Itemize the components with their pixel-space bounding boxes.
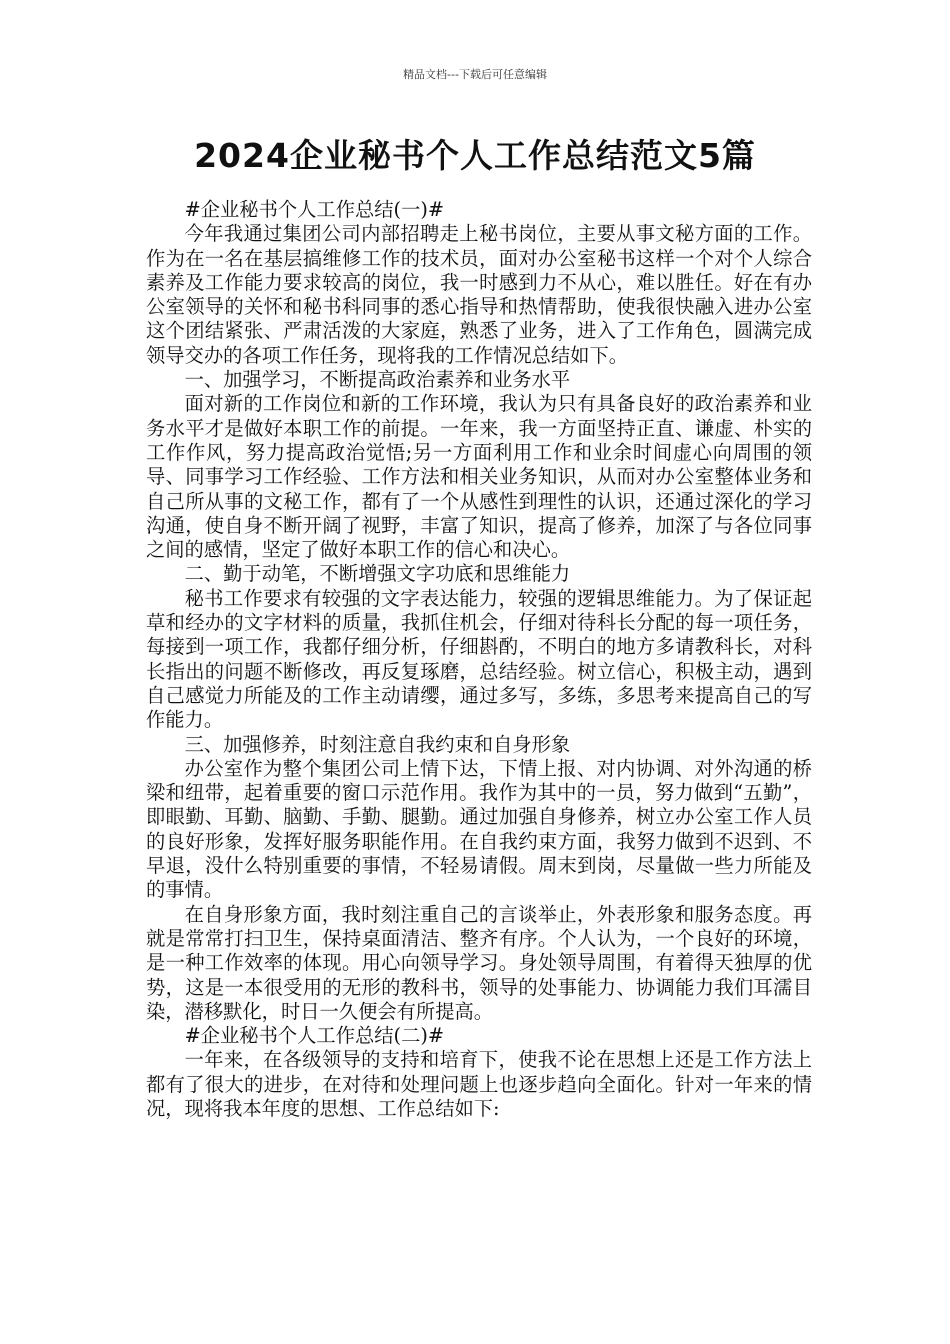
section-heading: 二、勤于动笔，不断增强文字功底和思维能力 [184,562,571,586]
page-header-note: 精品文档---下载后可任意编辑 [403,68,547,81]
body-paragraph: 秘书工作要求有较强的文字表达能力，较强的逻辑思维能力。为了保证起草和经办的文字材料的质量，我抓住机会，仔细对待科长分配的每一项任务，每接到一项工作，我都仔细分析，仔细斟酌，不明白的地方多请教科长，对科长指出的问题不断修改，再反复琢磨，总结经验。树立信心，积极主动，遇到自己感觉力所能及的工作主动请缨，通过多写，多练，多思考来提高自己的写作能力。 [146,586,812,732]
document-body [146,198,812,1121]
document-title: 2024企业秘书个人工作总结范文5篇 [194,136,756,175]
section-heading: #企业秘书个人工作总结(二)# [184,1024,445,1048]
body-paragraph: 面对新的工作岗位和新的工作环境，我认为只有具备良好的政治素养和业务水平才是做好本职工作的前提。一年来，我一方面坚持正直、谦虚、朴实的工作作风，努力提高政治觉悟;另一方面利用工作和业余时间虚心向周围的领导、同事学习工作经验、工作方法和相关业务知识，从而对办公室整体业务和自己所从事的文秘工作，都有了一个从感性到理性的认识，还通过深化的学习沟通，使自身不断开阔了视野，丰富了知识，提高了修养，加深了与各位同事之间的感情，坚定了做好本职工作的信心和决心。 [146,392,812,562]
body-paragraph: 一年来，在各级领导的支持和培育下，使我不论在思想上还是工作方法上都有了很大的进步，在对待和处理问题上也逐步趋向全面化。针对一年来的情况，现将我本年度的思想、工作总结如下: [146,1048,812,1120]
section-heading: 三、加强修养，时刻注意自我约束和自身形象 [184,732,571,756]
section-heading: 一、加强学习，不断提高政治素养和业务水平 [184,368,571,392]
body-paragraph: 办公室作为整个集团公司上情下达，下情上报、对内协调、对外沟通的桥梁和纽带，起着重要的窗口示范作用。我作为其中的一员，努力做到“五勤”，即眼勤、耳勤、脑勤、手勤、腿勤。通过加强自身修养，树立办公室工作人员的良好形象，发挥好服务职能作用。在自我约束方面，我努力做到不迟到、不早退，没什么特别重要的事情，不轻易请假。周末到岗，尽量做一些力所能及的事情。 [146,756,812,902]
section-heading: #企业秘书个人工作总结(一)# [184,198,445,221]
body-paragraph: 今年我通过集团公司内部招聘走上秘书岗位，主要从事文秘方面的工作。作为在一名在基层搞维修工作的技术员，面对办公室秘书这样一个对个人综合素养及工作能力要求较高的岗位，我一时感到力不从心，难以胜任。好在有办公室领导的关怀和秘书科同事的悉心指导和热情帮助，使我很快融入进办公室这个团结紧张、严肃活泼的大家庭，熟悉了业务，进入了工作角色，圆满完成领导交办的各项工作任务，现将我的工作情况总结如下。 [146,222,812,367]
body-paragraph: 在自身形象方面，我时刻注重自己的言谈举止，外表形象和服务态度。再就是常常打扫卫生，保持桌面清洁、整齐有序。个人认为，一个良好的环境，是一种工作效率的体现。用心向领导学习。身处领导周围，有着得天独厚的优势，这是一本很受用的无形的教科书，领导的处事能力、协调能力我们耳濡目染，潜移默化，时日一久便会有所提高。 [146,902,812,1023]
